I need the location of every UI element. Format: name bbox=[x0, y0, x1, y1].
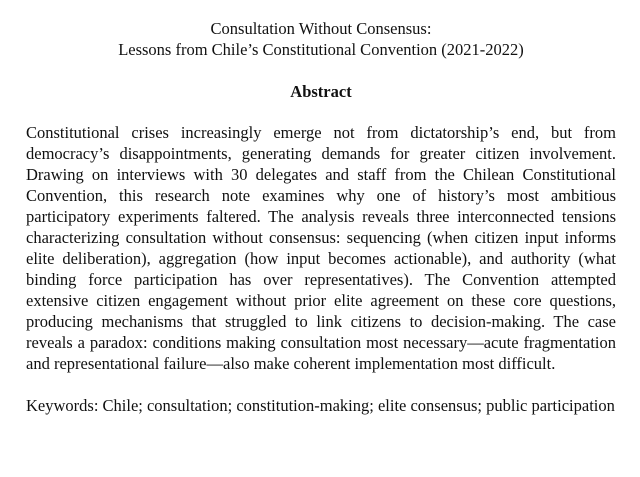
abstract-body: Constitutional crises increasingly emerge not from dictatorship’s end, but from democracy’s disappointments, generating demands for greater citizen involvement. Drawing on interviews with 30 delegates and staff from the Chilean Constitutional Convention, this research note examines why one of history’s most ambitious participatory experiments faltered. The analysis reveals three interconnected tensions characterizing consultation without consensus: sequencing (when citizen input informs elite deliberation), aggregation (how input becomes actionable), and authority (what binding force participation has over representatives). The Convention attempted extensive citizen engagement without prior elite agreement on these core questions, producing mechanisms that struggled to link citizens to decision-making. The case reveals a paradox: conditions making consultation most necessary—acute fragmentation and representational failure—also make coherent implementation most difficult. bbox=[26, 123, 616, 373]
title-line-1: Consultation Without Consensus: bbox=[210, 19, 432, 38]
title-line-2: Lessons from Chile’s Constitutional Convention (2021-2022) bbox=[118, 40, 524, 59]
abstract-heading: Abstract bbox=[290, 82, 352, 101]
keywords: Keywords: Chile; consultation; constitution-making; elite consensus; public participation bbox=[26, 396, 615, 415]
paper-page bbox=[26, 18, 616, 416]
paper-title bbox=[26, 18, 616, 60]
